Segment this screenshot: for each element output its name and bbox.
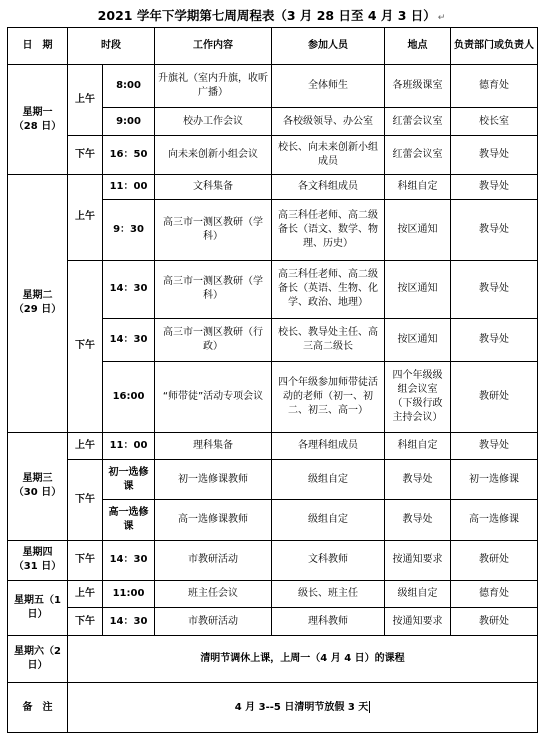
responsible-cell: 教导处 bbox=[451, 432, 538, 459]
page-title: 2021 学年下学期第七周周程表（3 月 28 日至 4 月 3 日） ↵ bbox=[97, 8, 446, 23]
time-cell: 9：30 bbox=[103, 199, 155, 260]
content-cell: 高三市一测区教研（学科） bbox=[155, 199, 272, 260]
responsible-cell: 德育处 bbox=[451, 65, 538, 107]
time-cell: 11：00 bbox=[103, 174, 155, 199]
table-header-row bbox=[8, 28, 538, 65]
time-cell: 14：30 bbox=[103, 260, 155, 319]
content-cell: 校办工作会议 bbox=[155, 107, 272, 135]
time-cell: 16:00 bbox=[103, 361, 155, 432]
participants-cell: 高三科任老师、高二级备长（英语、生物、化学、政治、地理） bbox=[272, 260, 385, 319]
location-cell: 按区通知 bbox=[385, 199, 451, 260]
time-cell: 8:00 bbox=[103, 65, 155, 107]
day-label-friday: 星期五（1 日） bbox=[8, 581, 68, 636]
time-cell: 16：50 bbox=[103, 136, 155, 174]
responsible-cell: 教导处 bbox=[451, 174, 538, 199]
content-cell: 文科集备 bbox=[155, 174, 272, 199]
table-row bbox=[8, 540, 538, 580]
header-date: 日 期 bbox=[8, 28, 68, 65]
participants-cell: 各文科组成员 bbox=[272, 174, 385, 199]
time-cell: 11:00 bbox=[103, 581, 155, 608]
remarks-cell bbox=[68, 683, 538, 733]
content-cell: 初一选修课教师 bbox=[155, 459, 272, 499]
location-cell: 按区通知 bbox=[385, 319, 451, 361]
content-cell: 高三市一测区教研（学科） bbox=[155, 260, 272, 319]
table-row bbox=[8, 136, 538, 174]
content-cell: 班主任会议 bbox=[155, 581, 272, 608]
time-cell: 11：00 bbox=[103, 432, 155, 459]
period-am: 上午 bbox=[68, 174, 103, 260]
period-pm: 下午 bbox=[68, 136, 103, 174]
period-am: 上午 bbox=[68, 432, 103, 459]
table-row bbox=[8, 635, 538, 683]
participants-cell: 全体师生 bbox=[272, 65, 385, 107]
responsible-cell: 教导处 bbox=[451, 136, 538, 174]
location-cell: 红蕾会议室 bbox=[385, 136, 451, 174]
content-cell: 市教研活动 bbox=[155, 608, 272, 635]
saturday-note: 清明节调休上课，上周一（4 月 4 日）的课程 bbox=[68, 635, 538, 683]
responsible-cell: 教研处 bbox=[451, 540, 538, 580]
participants-cell: 高三科任老师、高二级备长（语文、数学、物理、历史） bbox=[272, 199, 385, 260]
responsible-cell: 教导处 bbox=[451, 199, 538, 260]
time-cell: 14：30 bbox=[103, 540, 155, 580]
participants-cell: 校长、向未来创新小组成员 bbox=[272, 136, 385, 174]
period-pm: 下午 bbox=[68, 459, 103, 540]
content-cell: “师带徒”活动专项会议 bbox=[155, 361, 272, 432]
period-pm: 下午 bbox=[68, 540, 103, 580]
remarks-label: 备 注 bbox=[8, 683, 68, 733]
table-row bbox=[8, 65, 538, 107]
location-cell: 级组自定 bbox=[385, 581, 451, 608]
participants-cell: 各校级领导、办公室 bbox=[272, 107, 385, 135]
participants-cell: 文科教师 bbox=[272, 540, 385, 580]
content-cell: 高一选修课教师 bbox=[155, 500, 272, 540]
responsible-cell: 教导处 bbox=[451, 319, 538, 361]
time-cell: 14：30 bbox=[103, 608, 155, 635]
content-cell: 升旗礼（室内升旗，收听广播） bbox=[155, 65, 272, 107]
schedule-table bbox=[7, 27, 538, 733]
header-participants: 参加人员 bbox=[272, 28, 385, 65]
location-cell: 按区通知 bbox=[385, 260, 451, 319]
responsible-cell: 教研处 bbox=[451, 608, 538, 635]
content-cell: 市教研活动 bbox=[155, 540, 272, 580]
participants-cell: 级组自定 bbox=[272, 500, 385, 540]
remarks-note: 4 月 3--5 日清明节放假 3 天 bbox=[234, 701, 369, 713]
participants-cell: 级组自定 bbox=[272, 459, 385, 499]
time-cell: 初一选修课 bbox=[103, 459, 155, 499]
responsible-cell: 高一选修课 bbox=[451, 500, 538, 540]
location-cell: 教导处 bbox=[385, 459, 451, 499]
participants-cell: 校长、教导处主任、高三高二级长 bbox=[272, 319, 385, 361]
table-row bbox=[8, 432, 538, 459]
time-cell: 高一选修课 bbox=[103, 500, 155, 540]
table-row bbox=[8, 459, 538, 499]
location-cell: 按通知要求 bbox=[385, 540, 451, 580]
day-label-tuesday: 星期二（29 日） bbox=[8, 174, 68, 432]
location-cell: 按通知要求 bbox=[385, 608, 451, 635]
responsible-cell: 教导处 bbox=[451, 260, 538, 319]
participants-cell: 四个年级参加师带徒活动的老师（初一、初二、初三、高一） bbox=[272, 361, 385, 432]
content-cell: 理科集备 bbox=[155, 432, 272, 459]
header-period: 时段 bbox=[68, 28, 155, 65]
location-cell: 科组自定 bbox=[385, 174, 451, 199]
day-label-monday: 星期一（28 日） bbox=[8, 65, 68, 174]
text-cursor-icon bbox=[369, 701, 370, 713]
time-cell: 14：30 bbox=[103, 319, 155, 361]
period-pm: 下午 bbox=[68, 608, 103, 635]
day-label-wednesday: 星期三（30 日） bbox=[8, 432, 68, 540]
location-cell: 教导处 bbox=[385, 500, 451, 540]
table-row bbox=[8, 608, 538, 635]
table-row bbox=[8, 260, 538, 319]
day-label-thursday: 星期四（31 日） bbox=[8, 540, 68, 580]
table-row bbox=[8, 683, 538, 733]
location-cell: 红蕾会议室 bbox=[385, 107, 451, 135]
day-label-saturday: 星期六（2 日） bbox=[8, 635, 68, 683]
period-am: 上午 bbox=[68, 581, 103, 608]
location-cell: 四个年级级组会议室（下级行政主持会议） bbox=[385, 361, 451, 432]
table-row bbox=[8, 581, 538, 608]
responsible-cell: 德育处 bbox=[451, 581, 538, 608]
header-location: 地点 bbox=[385, 28, 451, 65]
participants-cell: 各理科组成员 bbox=[272, 432, 385, 459]
header-responsible: 负责部门或负责人 bbox=[451, 28, 538, 65]
return-mark-icon: ↵ bbox=[437, 13, 446, 23]
header-content: 工作内容 bbox=[155, 28, 272, 65]
participants-cell: 级长、班主任 bbox=[272, 581, 385, 608]
content-cell: 高三市一测区教研（行政） bbox=[155, 319, 272, 361]
content-cell: 向未来创新小组会议 bbox=[155, 136, 272, 174]
responsible-cell: 初一选修课 bbox=[451, 459, 538, 499]
period-pm: 下午 bbox=[68, 260, 103, 432]
responsible-cell: 校长室 bbox=[451, 107, 538, 135]
table-row bbox=[8, 174, 538, 199]
time-cell: 9:00 bbox=[103, 107, 155, 135]
period-am: 上午 bbox=[68, 65, 103, 136]
location-cell: 科组自定 bbox=[385, 432, 451, 459]
participants-cell: 理科教师 bbox=[272, 608, 385, 635]
location-cell: 各班级课室 bbox=[385, 65, 451, 107]
responsible-cell: 教研处 bbox=[451, 361, 538, 432]
